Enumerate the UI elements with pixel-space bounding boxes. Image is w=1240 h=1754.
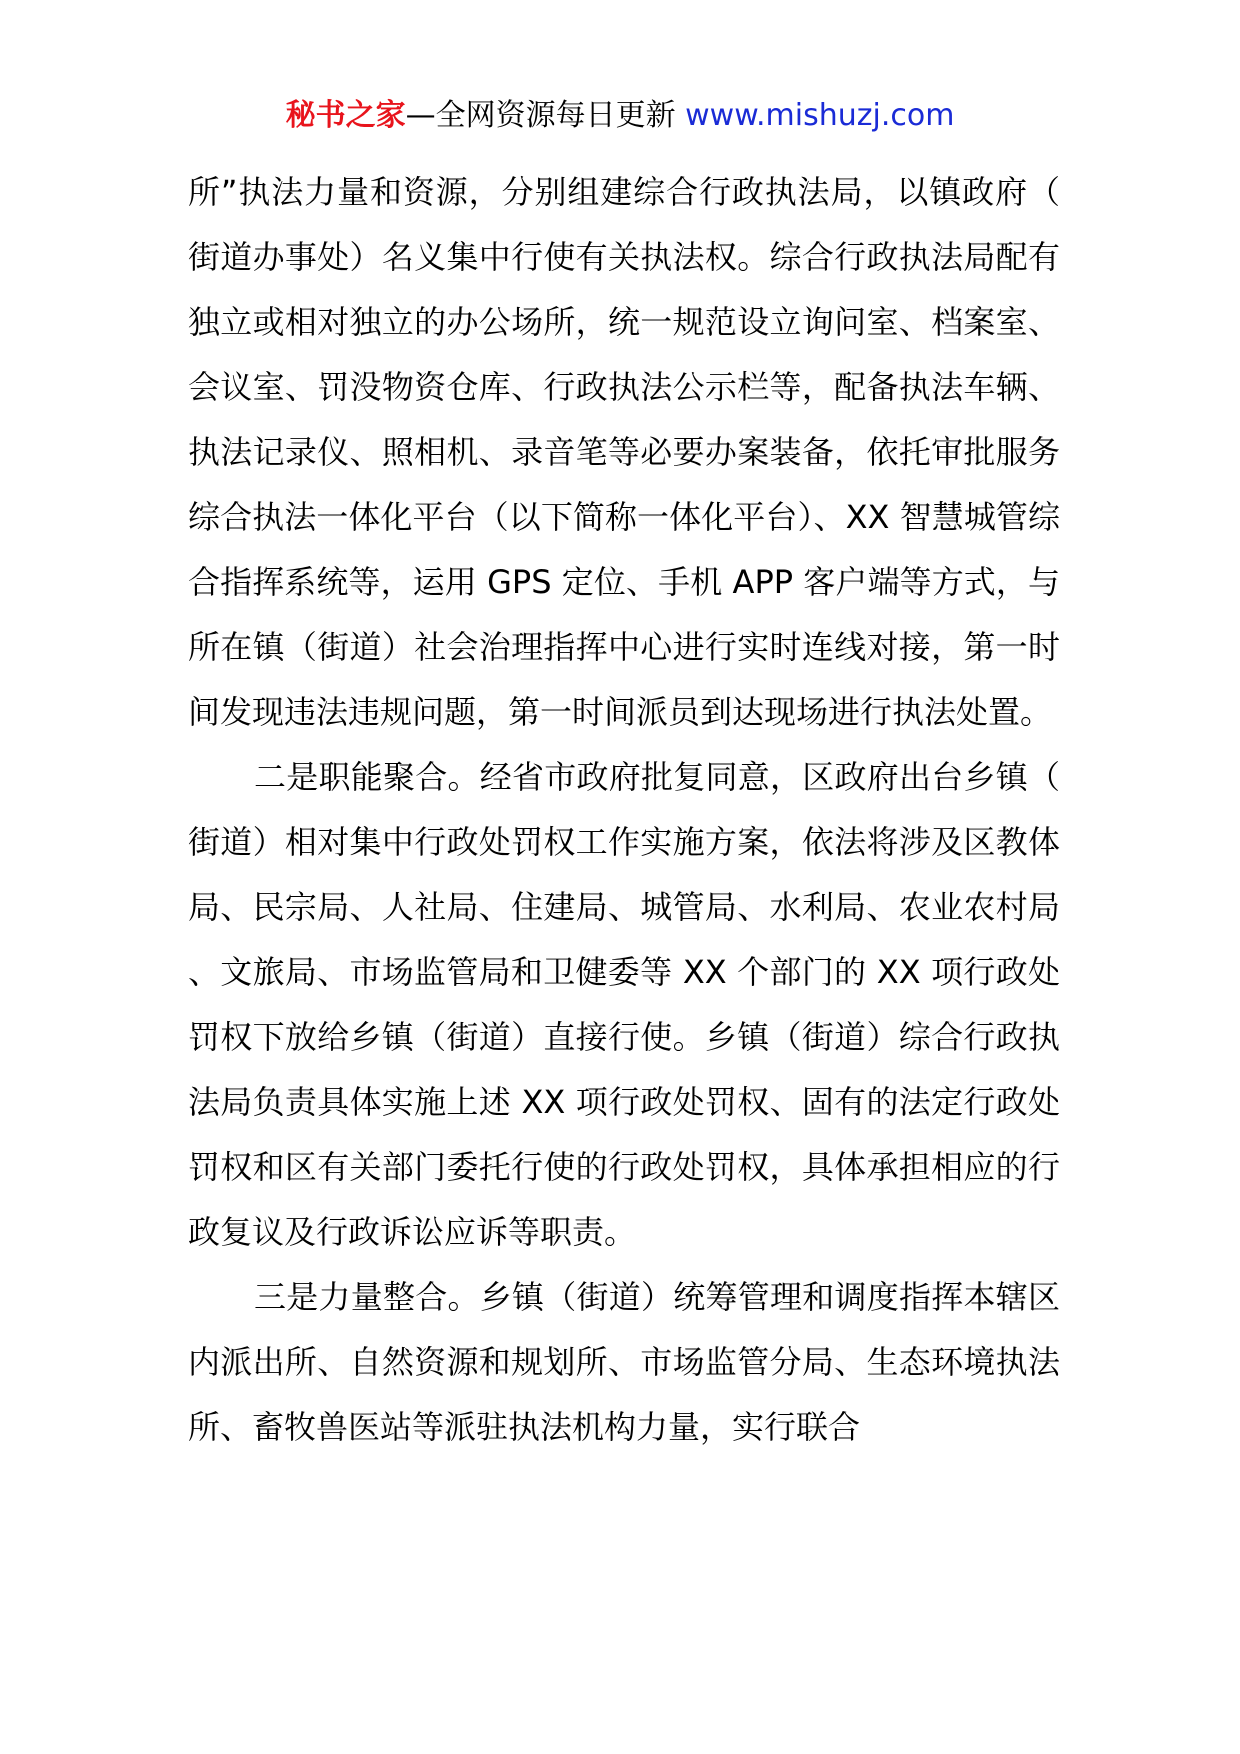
document-body xyxy=(188,160,1060,1460)
header-tagline: —全网资源每日更新 xyxy=(405,98,686,133)
brand-name: 秘书之家 xyxy=(285,98,406,133)
paragraph-continued: 所”执法力量和资源，分别组建综合行政执法局，以镇政府（街道办事处）名义集中行使有关执法权。综合行政执法局配有独立或相对独立的办公场所，统一规范设立询问室、档案室、会议室、罚没物资仓库、行政执法公示栏等，配备执法车辆、执法记录仪、照相机、录音笔等必要办案装备，依托审批服务综合执法一体化平台（以下简称一体化平台）、XX 智慧城管综合指挥系统等，运用 GPS 定位、手机 APP 客户端等方式，与所在镇（街道）社会治理指挥中心进行实时连线对接，第一时间发现违法违规问题，第一时间派员到达现场进行执法处置。 xyxy=(188,173,1060,731)
page-header xyxy=(0,96,1240,136)
website-link[interactable]: www.mishuzj.com xyxy=(685,98,955,133)
paragraph-force-integration: 三是力量整合。乡镇（街道）统筹管理和调度指挥本辖区内派出所、自然资源和规划所、市场监管分局、生态环境执法所、畜牧兽医站等派驻执法机构力量，实行联合 xyxy=(188,1278,1060,1446)
paragraph-function-aggregation: 二是职能聚合。经省市政府批复同意，区政府出台乡镇（街道）相对集中行政处罚权工作实施方案，依法将涉及区教体局、民宗局、人社局、住建局、城管局、水利局、农业农村局、文旅局、市场监管局和卫健委等 XX 个部门的 XX 项行政处罚权下放给乡镇（街道）直接行使。乡镇（街道）综合行政执法局负责具体实施上述 XX 项行政处罚权、固有的法定行政处罚权和区有关部门委托行使的行政处罚权，具体承担相应的行政复议及行政诉讼应诉等职责。 xyxy=(188,758,1060,1251)
